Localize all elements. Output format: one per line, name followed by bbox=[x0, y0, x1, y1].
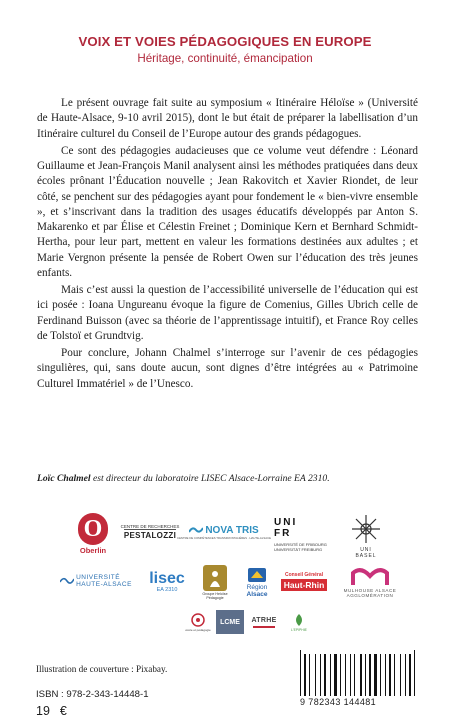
barcode-stripe bbox=[327, 654, 329, 696]
barcode-number: 9 782343 144481 bbox=[300, 697, 377, 707]
epiphie-leaf-icon bbox=[292, 613, 306, 627]
barcode-stripe bbox=[345, 654, 346, 696]
barcode-stripe bbox=[330, 654, 331, 696]
oberlin-logo bbox=[74, 512, 112, 556]
barcode-stripe bbox=[412, 650, 413, 696]
heloise-line1: Groupe Heloïse bbox=[202, 591, 228, 596]
unifr-line1: UNI bbox=[274, 516, 298, 528]
barcode-stripe bbox=[332, 654, 333, 696]
barcode-stripe bbox=[400, 654, 401, 696]
barcode-stripe bbox=[302, 650, 303, 696]
barcode-stripe bbox=[360, 654, 362, 696]
barcode-bars bbox=[300, 650, 420, 696]
paragraph-4: Pour conclure, Johann Chalmel s’interroge sur l’avenir de ces pédagogies singulières, qui, sans doute aucun, sont dignes d’être intégrées au « Patrimoine Culturel Immatériel » de l’Unesco. bbox=[37, 347, 418, 390]
barcode-stripe bbox=[324, 654, 326, 696]
barcode-stripe bbox=[414, 650, 415, 696]
author-name: Loïc Chalmel bbox=[37, 473, 91, 484]
oberlin-text: Oberlin bbox=[79, 546, 107, 555]
novatris-main: NOVA TRIS bbox=[205, 524, 259, 536]
barcode-stripe bbox=[409, 654, 411, 696]
unifr-line2: FR bbox=[274, 527, 292, 539]
region-line2: Alsace bbox=[246, 591, 268, 598]
cg-top: Conseil Général bbox=[284, 571, 324, 578]
barcode-stripe bbox=[311, 654, 314, 696]
barcode-stripe bbox=[365, 654, 366, 696]
lcme-logo bbox=[216, 610, 244, 634]
barcode-stripe bbox=[369, 654, 371, 696]
heloise-line2: Pédagogie bbox=[206, 595, 224, 600]
heloise-logo bbox=[198, 562, 232, 602]
barcode-stripe bbox=[407, 654, 408, 696]
barcode-stripe bbox=[300, 650, 301, 696]
barcode-stripe bbox=[356, 650, 359, 696]
barcode-stripe bbox=[322, 654, 323, 696]
region-alsace-icon bbox=[248, 568, 266, 582]
book-title: VOIX ET VOIES PÉDAGOGIQUES EN EUROPE bbox=[78, 34, 372, 49]
barcode-stripe bbox=[307, 654, 308, 696]
barcode-stripe bbox=[392, 654, 393, 696]
unibasel-line2: BASEL bbox=[355, 553, 377, 559]
region-line1: Région bbox=[246, 584, 268, 591]
barcode-stripe bbox=[340, 654, 341, 696]
novatris-logo bbox=[177, 520, 271, 544]
isbn: ISBN : 978-2-343-14448-1 bbox=[36, 689, 149, 700]
epiphie-logo bbox=[284, 608, 314, 636]
m2a-line1: MULHOUSE ALSACE bbox=[343, 588, 397, 593]
barcode-stripe bbox=[317, 654, 319, 696]
heloise-figure-icon bbox=[207, 569, 223, 587]
barcode bbox=[300, 650, 420, 712]
book-subtitle: Héritage, continuité, émancipation bbox=[137, 52, 313, 65]
unifr-sub1: UNIVERSITÉ DE FRIBOURG bbox=[274, 541, 327, 547]
oberlin-mark: O bbox=[78, 513, 108, 545]
barcode-stripe bbox=[396, 654, 399, 696]
uha-logo bbox=[60, 568, 132, 594]
unifr-logo bbox=[274, 508, 332, 560]
header bbox=[0, 34, 450, 65]
barcode-stripe bbox=[354, 654, 355, 696]
barcode-stripe bbox=[334, 654, 337, 696]
barcode-stripe bbox=[352, 654, 353, 696]
atrhe-bar bbox=[253, 626, 275, 628]
school-pedagogy-logo bbox=[186, 608, 210, 636]
uha-line2: HAUTE-ALSACE bbox=[76, 581, 132, 588]
region-alsace-logo bbox=[241, 563, 273, 603]
basel-star-icon bbox=[350, 513, 382, 545]
barcode-stripe bbox=[363, 654, 364, 696]
uha-wave-icon bbox=[60, 576, 74, 586]
barcode-stripe bbox=[387, 654, 388, 696]
heloise-emblem bbox=[203, 565, 227, 591]
barcode-stripe bbox=[320, 654, 321, 696]
conseil-general-logo bbox=[279, 564, 329, 598]
barcode-stripe bbox=[402, 654, 404, 696]
pestalozzi-main: PESTALOZZI bbox=[123, 531, 177, 540]
barcode-stripe bbox=[385, 654, 386, 696]
school-text: école et pédagogie bbox=[185, 627, 211, 632]
barcode-stripe bbox=[372, 654, 373, 696]
lisec-sub: EA 2310 bbox=[156, 586, 178, 593]
price bbox=[36, 704, 67, 718]
pestalozzi-logo bbox=[121, 520, 179, 544]
cg-main: Haut-Rhin bbox=[281, 579, 328, 591]
school-emblem-icon bbox=[191, 613, 205, 627]
barcode-stripe bbox=[315, 654, 316, 696]
barcode-stripe bbox=[304, 654, 306, 696]
unibasel-logo bbox=[342, 506, 390, 566]
barcode-stripe bbox=[350, 654, 351, 696]
cover-illustration-credit: Illustration de couverture : Pixabay. bbox=[36, 664, 168, 674]
barcode-stripe bbox=[378, 654, 379, 696]
m2a-m-icon bbox=[350, 568, 390, 586]
price-value: 19 bbox=[36, 704, 50, 718]
unibasel-line1: UNI bbox=[360, 547, 372, 553]
paragraph-3: Mais c’est aussi la question de l’accessibilité universelle de l’éducation qui est ici posée : Ioana Ungureanu évoque la figure de Comenius, Gilles Ubrich celle de Ferdinand Buisson (avec sa théorie de l’apprentissage intuitif), et France Roy celles de Tolstoï et Grundtvig. bbox=[37, 284, 418, 342]
barcode-stripe bbox=[405, 654, 406, 696]
barcode-stripe bbox=[394, 654, 395, 696]
author-description: est directeur du laboratoire LISEC Alsace-Lorraine EA 2310. bbox=[90, 473, 330, 484]
lisec-logo bbox=[142, 564, 192, 598]
m2a-line2: AGGLOMÉRATION bbox=[346, 593, 394, 598]
barcode-stripe bbox=[342, 654, 344, 696]
novatris-wave-icon bbox=[189, 525, 203, 535]
barcode-stripe bbox=[380, 654, 381, 696]
atrhe-logo bbox=[250, 610, 278, 634]
price-currency: € bbox=[59, 704, 67, 718]
uha-line1: UNIVERSITÉ bbox=[76, 574, 121, 581]
pestalozzi-top: CENTRE DE RECHERCHES bbox=[120, 524, 180, 529]
barcode-stripe bbox=[347, 654, 349, 696]
m2a-logo bbox=[334, 564, 406, 602]
lcme-text: LCME bbox=[220, 618, 240, 626]
back-cover-text bbox=[37, 96, 418, 394]
barcode-stripe bbox=[374, 654, 377, 696]
barcode-stripe bbox=[382, 654, 384, 696]
lisec-main: lisec bbox=[149, 569, 185, 587]
barcode-stripe bbox=[338, 654, 339, 696]
novatris-sub: CENTRE DE COMPÉTENCES TRANSFRONTALIÈRES · HAUTE-ALSACE bbox=[177, 535, 271, 540]
barcode-stripe bbox=[309, 654, 310, 696]
author-note bbox=[37, 473, 418, 484]
barcode-stripe bbox=[389, 654, 391, 696]
paragraph-1: Le présent ouvrage fait suite au symposium « Itinéraire Héloïse » (Université de Haute-Alsace, 9-10 avril 2015), dont le but était de préparer la labellisation d’un Itinéraire culturel du Conseil de l’Europe autour des grands pédagogues. bbox=[37, 97, 418, 140]
unifr-sub2: UNIVERSITÄT FREIBURG bbox=[274, 546, 323, 552]
barcode-stripe bbox=[367, 654, 368, 696]
atrhe-text: ATRHE bbox=[251, 616, 277, 624]
epiphie-text: L'EPIPHIE bbox=[291, 627, 307, 632]
paragraph-2: Ce sont des pédagogies audacieuses que ce volume veut défendre : Léonard Guillaume et Jean-François Manil analysent ainsi les méthodes pratiquées dans deux écoles prônant l’Éducation nouvelle ; Jean Rakovitch et Xavier Riondet, de leur côté, se penchent sur des pédagogies ayant pour fondement le « bien-vivre ensemble », et s’inscrivant dans la tradition des usages éducatifs développés par Anton S. Makarenko et par Élise et Célestin Freinet ; Dominique Kern et Bernhard Schmidt-Hertha, pour leur part, mettent en valeur les formations destinées aux adultes ; et Marie Vergnon présente la pensée de Robert Owen sur l’éducation des très jeunes enfants. bbox=[37, 144, 418, 279]
